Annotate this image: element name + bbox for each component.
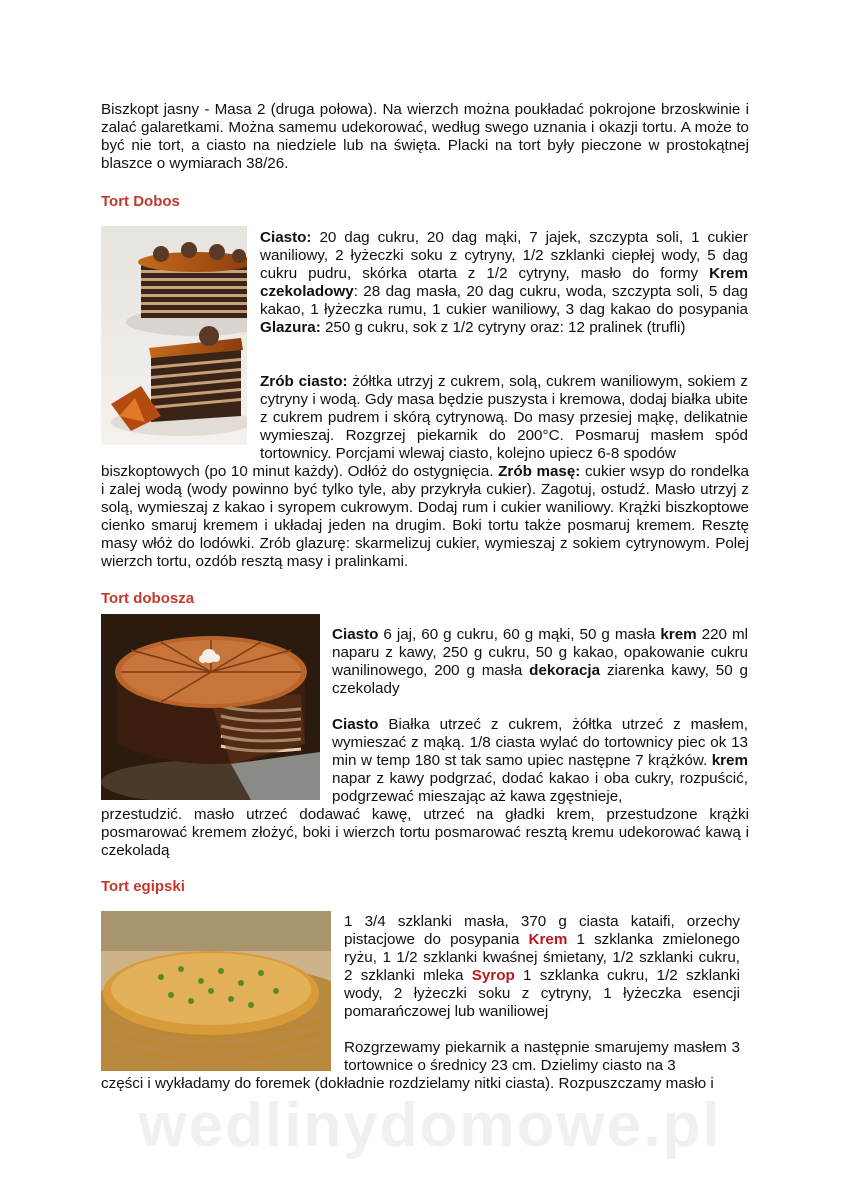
- dobosza-ingredients: [332, 626, 748, 698]
- dobos-cake-photo: [101, 226, 247, 445]
- dobosza-prep-text-1: Białka utrzeć z cukrem, żółtka utrzeć z masłem, wymieszać z mąką. 1/8 ciasta wylać do tortownicy piec ok 13 min w temp 180 st tak samo upiec następne 7 krążków.: [332, 716, 748, 769]
- dobos-prep-text-1b: biszkoptowych (po 10 minut każdy). Odłóż do ostygnięcia.: [101, 463, 499, 480]
- label-glazura: Glazura:: [260, 319, 321, 336]
- label-syrop: Syrop: [471, 967, 515, 984]
- intro-paragraph: Biszkopt jasny - Masa 2 (druga połowa). Na wierzch można poukładać pokrojone brzoskwinie i zalać galaretkami. Można samemu udekorować, według swego uznania i okazji tortu. A może to być nie tort, a ciasto na niedziele lub na święta. Placki na tort były pieczone w prostokątnej blaszce o wymiarach 38/26.: [101, 101, 749, 172]
- label-zrob-ciasto: Zrób ciasto:: [260, 373, 348, 390]
- label-krem-czekoladowy: Krem czekoladowy: [260, 265, 748, 300]
- label-krem: krem: [660, 626, 697, 643]
- label-ciasto: Ciasto: [332, 716, 379, 733]
- dobosza-ing-text-2: 220 ml naparu z kawy, 250 g cukru, 50 g kakao, opakowanie cukru wanilinowego, 200 g masła: [332, 626, 749, 679]
- dobosza-cake-photo: [101, 614, 320, 800]
- heading-tort-egipski: Tort egipski: [101, 878, 185, 895]
- dobos-ing-text-3: 250 g cukru, sok z 1/2 cytryny oraz: 12 pralinek (trufli): [320, 319, 686, 336]
- egipski-cake-photo: [101, 911, 331, 1071]
- dobosza-ing-text-1: 6 jaj, 60 g cukru, 60 g mąki, 50 g masła: [378, 626, 661, 643]
- dobos-preparation-1: [260, 373, 748, 463]
- egipski-preparation-2: części i wykładamy do foremek (dokładnie rozdzielamy nitki ciasta). Rozpuszczamy masło i: [101, 1075, 714, 1092]
- label-ciasto: Ciasto: [332, 626, 379, 643]
- label-ciasto: Ciasto:: [260, 229, 312, 246]
- watermark: wedlinydomowe.pl: [138, 1091, 722, 1160]
- dobosza-ing-text-3: ziarenka kawy, 50 g czekolady: [332, 662, 748, 697]
- egipski-ing-text-2: 1 szklanka zmielonego ryżu, 1 1/2 szklanki kwaśnej śmietany, 1/2 szklanki cukru, 2 szklanki mleka: [344, 931, 740, 984]
- label-krem: krem: [711, 752, 748, 769]
- dobos-prep-text-2: cukier wsyp do rondelka i zalej wodą (wody powinno być tylko tyle, aby przykryła cukier). Zagotuj, ostudź. Masło utrzyj z solą, wymieszaj z kakao i syropem cukrowym. Dodaj rum i cukier waniliowy. Krążki biszkoptowe cienko smaruj kremem i układaj jeden na drugim. Boki tortu także posmaruj kremem. Resztę masy włóż do lodówki. Zrób glazurę: skarmelizuj cukier, wymieszaj z sokiem cytrynowym. Polej wierzch tortu, ozdób resztą masy i pralinkami.: [101, 463, 749, 570]
- dobos-prep-text-1a: żółtka utrzyj z cukrem, solą, cukrem waniliowym, sokiem z cytryny i wodą. Gdy masa będzie puszysta i kremowa, dodaj białka ubite z cukrem pudrem i skórą cytrynową. Do masy przesiej mąkę, delikatnie wymieszaj. Rozgrzej piekarnik do 200°C. Posmaruj masłem spód tortownicy. Porcjami wlewaj ciasto, kolejno upiecz 6-8 spodów: [260, 373, 748, 462]
- dobos-ing-text-2: : 28 dag masła, 20 dag cukru, woda, szczypta soli, 5 dag kakao, 1 łyżeczka rumu, 1 cukier waniliowy, 3 dag kakao do posypania: [260, 283, 748, 318]
- heading-tort-dobosza: Tort dobosza: [101, 590, 195, 607]
- label-zrob-mase: Zrób masę:: [498, 463, 581, 480]
- egipski-preparation-1: Rozgrzewamy piekarnik a następnie smarujemy masłem 3 tortownice o średnicy 23 cm. Dzielimy ciasto na 3: [344, 1039, 740, 1074]
- dobosza-preparation-2: przestudzić. masło utrzeć dodawać kawę, utrzeć na gładki krem, przestudzone krążki posmarować kremem złożyć, boki i wierzch tortu posmarować resztą kremu udekorować kawą i czekoladą: [101, 806, 749, 859]
- dobos-ingredients: [260, 229, 748, 337]
- dobosza-prep-text-2: napar z kawy podgrzać, dodać kakao i oba cukry, rozpuścić, podgrzewać mieszając aż kawa zgęstnieje,: [332, 770, 748, 805]
- dobosza-preparation-1: [332, 716, 748, 806]
- label-krem: Krem: [528, 931, 568, 948]
- dobos-preparation-2: [101, 463, 749, 571]
- egipski-ingredients: [344, 913, 740, 1021]
- heading-tort-dobos: Tort Dobos: [101, 193, 180, 210]
- egipski-ing-text-1: 1 3/4 szklanki masła, 370 g ciasta kataifi, orzechy pistacjowe do posypania: [344, 913, 740, 948]
- label-dekoracja: dekoracja: [529, 662, 601, 679]
- dobos-ing-text-1: 20 dag cukru, 20 dag mąki, 7 jajek, szczypta soli, 1 cukier waniliowy, 2 łyżeczki soku z cytryny, 1/2 szklanki ciepłej wody, 5 dag cukru pudru, skórka otarta z 1/2 cytryny, masło do formy: [260, 229, 748, 282]
- egipski-ing-text-3: 1 szklanka cukru, 1/2 szklanki wody, 2 łyżeczki soku z cytryny, 1 łyżeczka esencji pomarańczowej lub waniliowej: [344, 967, 741, 1020]
